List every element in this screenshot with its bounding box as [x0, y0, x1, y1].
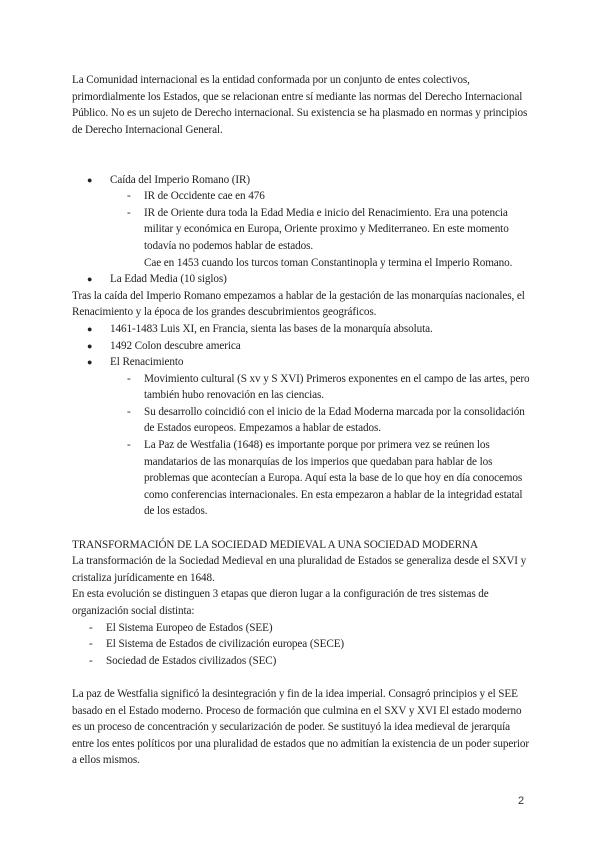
dash-item-cultural-movement: - Movimiento cultural (S xv y S XVI) Primeros exponentes en el campo de las artes, pero también hubo renovación en las ciencias. — [127, 372, 530, 402]
westfalia-paragraph: La paz de Westfalia significó la desintegración y fin de la idea imperial. Consagró principios y el SEE basado en el Estado moderno. Proceso de formación que culmina en el SXV y XVI El estado moderno es un proceso de concentración y secularización de poder. Se sustituyó la idea medieval de jerarquía entre los entes políticos por una pluralidad de estados que no admitían la existencia de un poder superior a ellos mismos. — [72, 687, 529, 767]
dash-item-westfalia: - La Paz de Westfalia (1648) es importante porque por primera vez se reúnen los mandatarios de las monarquías de los imperios que quedaban para hablar de los problemas que acontecían a Europa. Aquí esta la base de lo que hoy en día conocemos como conferencias internacionales. En esta empezaron a hablar de la integridad estatal de los estados. — [127, 439, 523, 518]
transformation-paragraph: La transformación de la Sociedad Medieval en una pluralidad de Estados se generaliza desde el SXVI y cristaliza jurídicamente en 1648. — [72, 555, 527, 584]
dash-icon: - — [127, 206, 131, 219]
paragraph-after-fall: Tras la caída del Imperio Romano empezamos a hablar de la gestación de las monarquías nacionales, el Renacimiento y la época de los grandes descubrimientos geográficos. — [72, 289, 525, 319]
dash-icon: - — [127, 190, 131, 203]
page-number: 2 — [518, 795, 525, 807]
dash-item-eastern-ir: - IR de Oriente dura toda la Edad Media e inicio del Renacimiento. Era una potencia militar y económica en Europa, Oriente proximo y Mediterraneo. En este momento todavía no podemos hablar de estados. Cae en 1453 cuando los turcos toman Constantinopla y termina el Imperio Romano. — [72, 205, 532, 271]
stages-paragraph: En esta evolución se distinguen 3 etapas que dieron lugar a la configuración de tres sistemas de organización social distinta: — [72, 588, 489, 617]
dash-item-modern-age: - Su desarrollo coincidió con el inicio de la Edad Moderna marcada por la consolidación de Estados europeos. Empezamos a hablar de estados. — [127, 405, 525, 435]
bullet-item-colon: ● 1492 Colon descubre america — [72, 338, 532, 355]
dash-icon: - — [127, 405, 131, 418]
bullet-item-luis-xi: ● 1461-1483 Luis XI, en Francia, sienta las bases de la monarquía absoluta. — [72, 321, 532, 338]
bullet-icon: ● — [87, 357, 93, 368]
bullet-icon: ● — [87, 274, 93, 285]
dash-item-sec: - Sociedad de Estados civilizados (SEC) — [72, 653, 532, 670]
dash-icon: - — [89, 654, 93, 667]
bullet-icon: ● — [87, 340, 93, 351]
intro-paragraph: La Comunidad internacional es la entidad conformada por un conjunto de entes colectivos, primordialmente los Estados, que se relacionan entre sí mediante las normas del Derecho Internacional Público. No es un sujeto de Derecho internacional. Su existencia se ha plasmado en normas y principios de Derecho Internacional General. — [72, 74, 528, 136]
dash-item-see: - El Sistema Europeo de Estados (SEE) — [72, 620, 532, 637]
dash-icon: - — [89, 621, 93, 634]
section-heading: TRANSFORMACIÓN DE LA SOCIEDAD MEDIEVAL A UNA SOCIEDAD MODERNA — [72, 538, 478, 551]
bullet-item-renacimiento: ● El Renacimiento — [72, 354, 532, 371]
bullet-icon: ● — [87, 174, 93, 185]
dash-item-western-ir: - IR de Occidente cae en 476 — [72, 188, 532, 205]
bullet-item-middle-ages: ● La Edad Media (10 siglos) — [72, 271, 532, 288]
dash-icon: - — [127, 439, 131, 452]
dash-item-eastern-ir-extra: Cae en 1453 cuando los turcos toman Constantinopla y termina el Imperio Romano. — [144, 256, 513, 269]
dash-icon: - — [127, 372, 131, 385]
bullet-item-fall-roman-empire: ● Caída del Imperio Romano (IR) — [72, 172, 532, 189]
dash-icon: - — [89, 638, 93, 651]
dash-item-sece: - El Sistema de Estados de civilización europea (SECE) — [72, 636, 532, 653]
document-page — [72, 72, 532, 769]
bullet-icon: ● — [87, 323, 93, 334]
